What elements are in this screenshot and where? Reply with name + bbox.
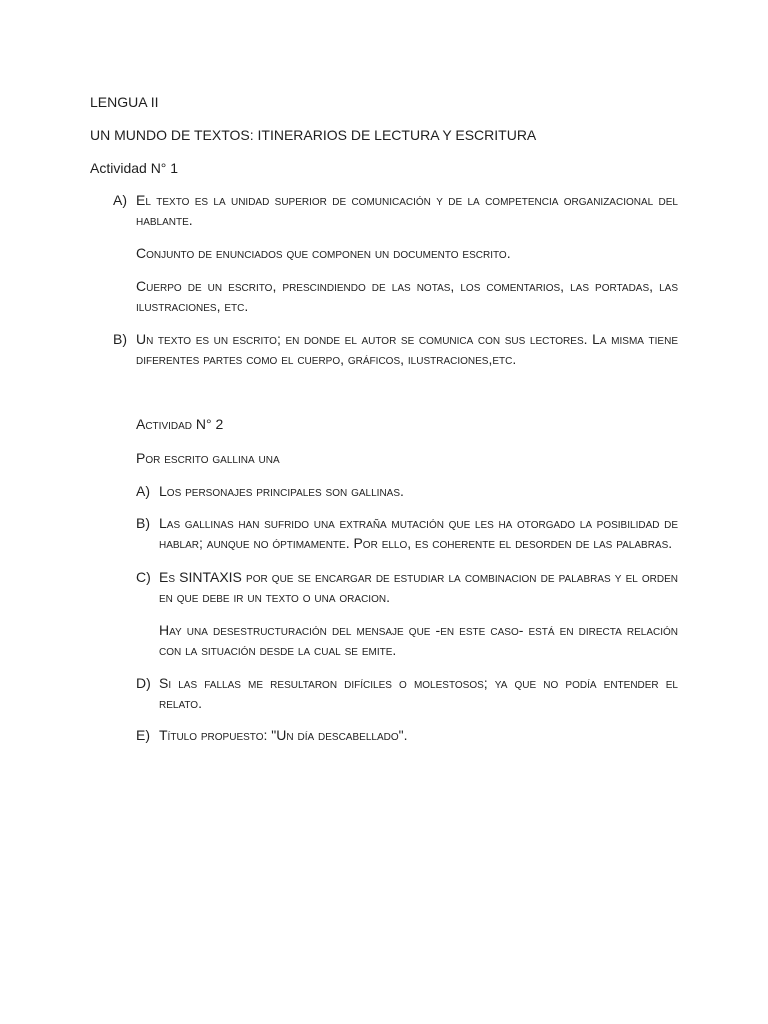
activity2-c-paragraph-1 bbox=[159, 567, 678, 607]
course-title: LENGUA II bbox=[90, 94, 159, 110]
activity2-intro: Por escrito gallina una bbox=[136, 450, 280, 466]
activity2-c-lead: Es bbox=[159, 569, 176, 585]
activity1-a-paragraph-2: Conjunto de enunciados que componen un documento escrito. bbox=[136, 245, 511, 261]
unit-title: UN MUNDO DE TEXTOS: ITINERARIOS DE LECTURA Y ESCRITURA bbox=[90, 127, 537, 143]
activity2-title bbox=[136, 414, 223, 434]
activity2-title-prefix: Actividad bbox=[136, 416, 193, 432]
item-marker: A) bbox=[113, 192, 127, 208]
activity2-e-paragraph: Título propuesto: "Un día descabellado". bbox=[159, 727, 408, 743]
activity1-a-paragraph-3: Cuerpo de un escrito, prescindiendo de las notas, los comentarios, las portadas, las ilustraciones, etc. bbox=[136, 278, 678, 314]
activity2-b-paragraph: Las gallinas han sufrido una extraña mutación que les ha otorgado la posibilidad de hablar; aunque no óptimamente. Por ello, es coherente el desorden de las palabras. bbox=[159, 515, 678, 551]
item-marker: D) bbox=[136, 675, 151, 691]
activity2-d-paragraph: Si las fallas me resultaron difíciles o molestosos; ya que no podía entender el relato. bbox=[159, 675, 678, 711]
item-marker: B) bbox=[136, 515, 150, 531]
sintaxis-emphasis: SINTAXIS bbox=[179, 569, 242, 585]
item-marker: C) bbox=[136, 569, 151, 585]
activity1-a-paragraph-1: El texto es la unidad superior de comunicación y de la competencia organizacional del hablante. bbox=[136, 192, 678, 228]
activity1-title: Actividad N° 1 bbox=[90, 160, 179, 176]
activity2-c-rest: por que se encargar de estudiar la combinacion de palabras y el orden en que debe ir un texto o una oracion. bbox=[159, 569, 679, 605]
activity2-c-paragraph-2: Hay una desestructuración del mensaje que -en este caso- está en directa relación con la situación desde la cual se emite. bbox=[159, 622, 678, 658]
activity2-title-suffix: N° 2 bbox=[195, 416, 224, 432]
activity2-a-paragraph: Los personajes principales son gallinas. bbox=[159, 483, 404, 499]
activity1-b-paragraph: Un texto es un escrito; en donde el autor se comunica con sus lectores. La misma tiene diferentes partes como el cuerpo, gráficos, ilustraciones,etc. bbox=[136, 331, 678, 367]
item-marker: A) bbox=[136, 483, 150, 499]
item-marker: B) bbox=[113, 331, 127, 347]
item-marker: E) bbox=[136, 727, 150, 743]
